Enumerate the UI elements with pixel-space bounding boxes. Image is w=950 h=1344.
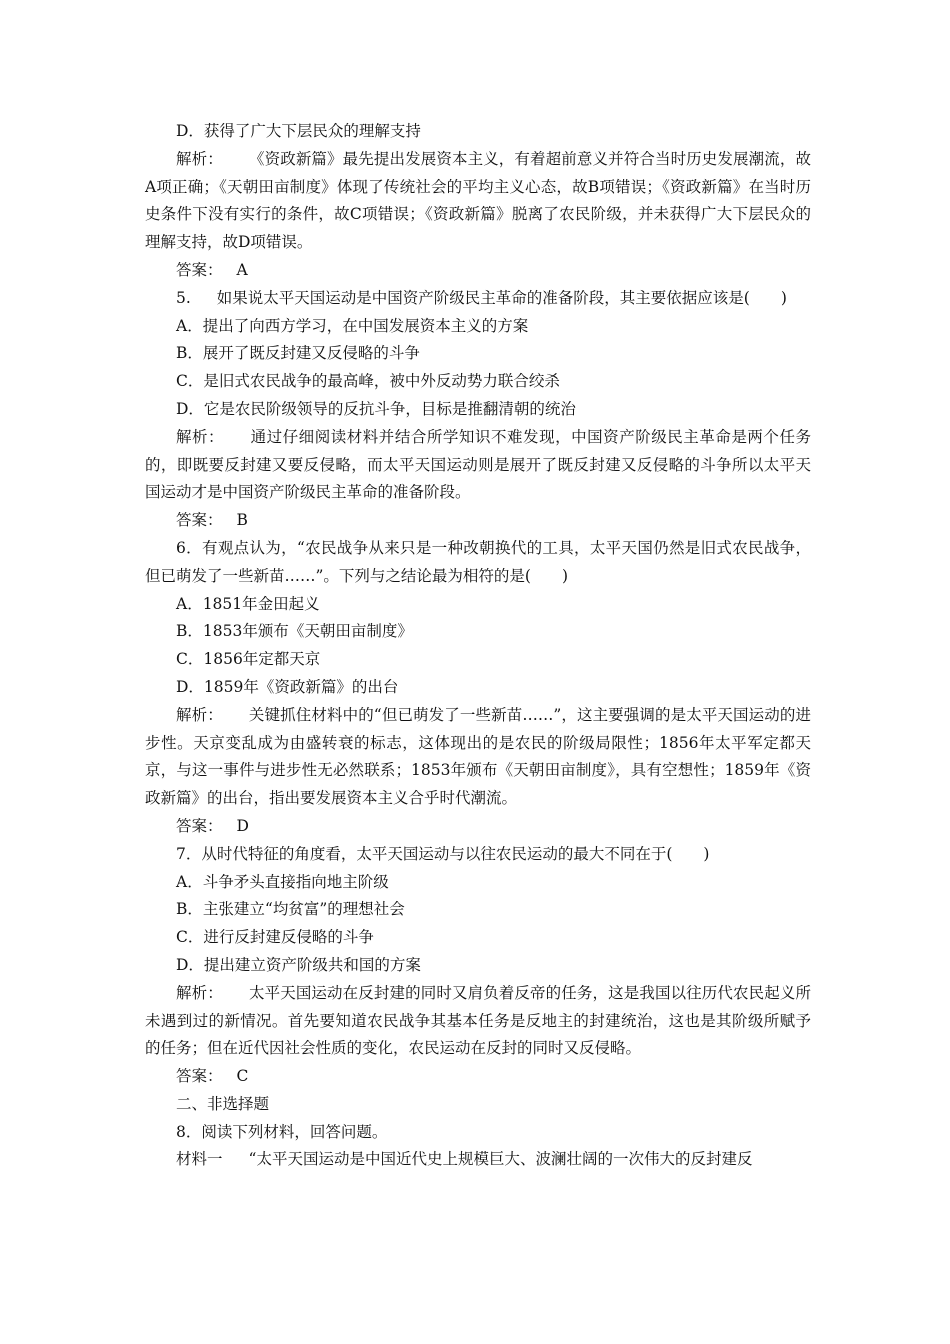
q7-option-a: A．斗争矛头直接指向地主阶级 xyxy=(176,872,389,891)
q5-option-b: B．展开了既反封建又反侵略的斗争 xyxy=(176,344,420,363)
q8-stem: 8．阅读下列材料，回答问题。 xyxy=(176,1122,388,1141)
q5-option-c: C．是旧式农民战争的最高峰，被中外反动势力联合绞杀 xyxy=(176,372,560,391)
q4-answer: 答案： A xyxy=(176,260,248,279)
q4-option-d: D．获得了广大下层民众的理解支持 xyxy=(176,122,421,140)
q6-answer: 答案： D xyxy=(176,816,249,835)
q5-stem: 5. 如果说太平天国运动是中国资产阶级民主革命的准备阶段，其主要依据应该是( ) xyxy=(176,288,787,307)
q6-stem: 6．有观点认为，“农民战争从来只是一种改朝换代的工具，太平天国仍然是旧式农民战争，但已萌发了一些新苗……”。下列与之结论最为相符的是( ) xyxy=(145,538,811,585)
q6-option-a: A．1851年金田起义 xyxy=(176,594,320,613)
q6-option-b: B．1853年颁布《天朝田亩制度》 xyxy=(176,622,413,641)
q5-answer: 答案： B xyxy=(176,511,248,530)
q7-option-d: D．提出建立资产阶级共和国的方案 xyxy=(176,955,421,974)
q4-analysis: 解析： 《资政新篇》最先提出发展资本主义，有着超前意义并符合当时历史发展潮流，故A项正确；《天朝田亩制度》体现了传统社会的平均主义心态，故B项错误；《资政新篇》在当时历史条件下没有实行的条件，故C项错误；《资政新篇》脱离了农民阶级，并未获得广大下层民众的理解支持，故D项错误。 xyxy=(145,149,811,252)
q7-option-c: C．进行反封建反侵略的斗争 xyxy=(176,928,374,947)
q7-analysis: 解析： 太平天国运动在反封建的同时又肩负着反帝的任务，这是我国以往历代农民起义所未遇到过的新情况。首先要知道农民战争其基本任务是反地主的封建统治，这也是其阶级所赋予的任务；但在近代因社会性质的变化，农民运动在反封的同时又反侵略。 xyxy=(145,983,811,1058)
document-body xyxy=(145,118,811,1174)
q7-option-b: B．主张建立“均贫富”的理想社会 xyxy=(176,900,405,919)
q8-material-1: 材料一 “太平天国运动是中国近代史上规模巨大、波澜壮阔的一次伟大的反封建反 xyxy=(176,1150,753,1169)
q5-analysis: 解析： 通过仔细阅读材料并结合所学知识不难发现，中国资产阶级民主革命是两个任务的，即既要反封建又要反侵略，而太平天国运动则是展开了既反封建又反侵略的斗争所以太平天国运动才是中国资产阶级民主革命的准备阶段。 xyxy=(145,427,811,502)
section-heading: 二、非选择题 xyxy=(176,1094,270,1113)
q5-option-a: A．提出了向西方学习，在中国发展资本主义的方案 xyxy=(176,316,529,335)
q6-option-d: D．1859年《资政新篇》的出台 xyxy=(176,677,399,696)
q7-stem: 7．从时代特征的角度看，太平天国运动与以往农民运动的最大不同在于( ) xyxy=(176,844,710,863)
q7-answer: 答案： C xyxy=(176,1067,249,1086)
q6-option-c: C．1856年定都天京 xyxy=(176,650,321,669)
q5-option-d: D．它是农民阶级领导的反抗斗争，目标是推翻清朝的统治 xyxy=(176,399,576,418)
q6-analysis: 解析： 关键抓住材料中的“但已萌发了一些新苗……”，这主要强调的是太平天国运动的进步性。天京变乱成为由盛转衰的标志，这体现出的是农民的阶级局限性；1856年太平军定都天京，与这一事件与进步性无必然联系；1853年颁布《天朝田亩制度》，具有空想性；1859年《资政新篇》的出台，指出要发展资本主义合乎时代潮流。 xyxy=(145,705,811,808)
